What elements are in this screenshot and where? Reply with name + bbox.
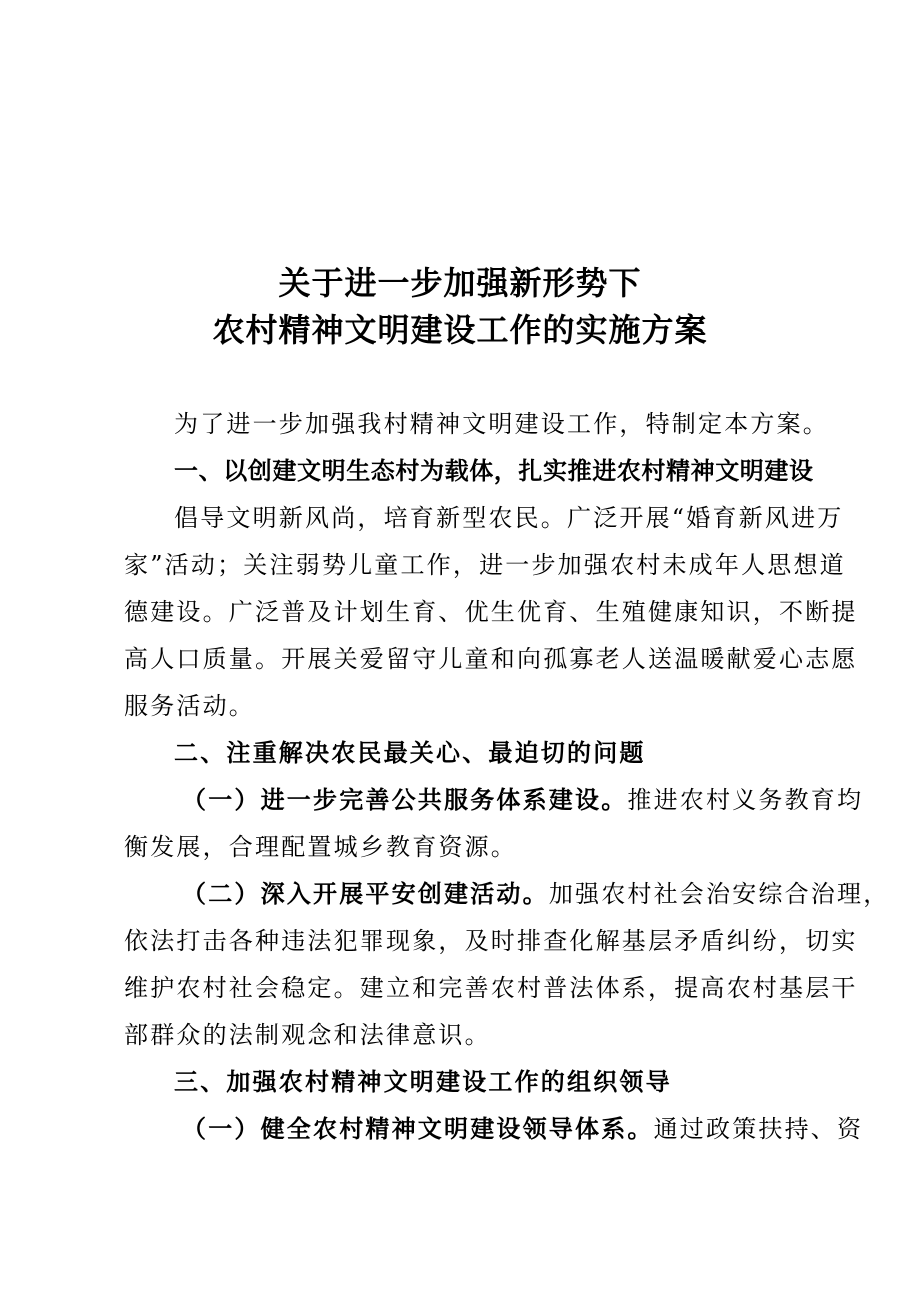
section-2-item-1-label: （一）进一步完善公共服务体系建设。 (182, 786, 628, 814)
section-1-line-1: 倡导文明新风尚，培育新型农民。广泛开展“婚育新风进万 (174, 504, 844, 532)
intro-paragraph: 为了进一步加强我村精神文明建设工作，特制定本方案。 (174, 410, 829, 438)
section-2-item-2-line-4: 部群众的法制观念和法律意识。 (124, 1021, 491, 1049)
section-1-line-3: 德建设。广泛普及计划生育、优生优育、生殖健康知识，不断提 (124, 598, 858, 626)
section-2-item-2-text: 加强农村社会治安综合治理， (548, 880, 890, 908)
section-3-item-1-line-1 (182, 1109, 864, 1149)
section-2-item-2-line-3: 维护农村社会稳定。建立和完善农村普法体系，提高农村基层干 (124, 974, 858, 1002)
section-2-heading: 二、注重解决农民最关心、最迫切的问题 (174, 739, 646, 767)
section-3-item-1-label: （一）健全农村精神文明建设领导体系。 (182, 1115, 654, 1143)
section-2-item-2-label: （二）深入开展平安创建活动。 (182, 880, 549, 908)
section-1-line-4: 高人口质量。开展关爱留守儿童和向孤寡老人送温暖献爱心志愿 (124, 645, 858, 673)
section-2-item-1-line-1 (182, 780, 864, 820)
document-title-line-2: 农村精神文明建设工作的实施方案 (212, 311, 708, 349)
section-3-item-1-text: 通过政策扶持、资 (653, 1115, 864, 1143)
section-1-heading: 一、以创建文明生态村为载体，扎实推进农村精神文明建设 (174, 457, 814, 485)
section-3-heading: 三、加强农村精神文明建设工作的组织领导 (174, 1068, 672, 1096)
section-2-item-2-line-2: 依法打击各种违法犯罪现象，及时排查化解基层矛盾纠纷，切实 (124, 927, 858, 955)
document-title-line-1: 关于进一步加强新形势下 (278, 264, 642, 302)
section-1-line-2: 家”活动；关注弱势儿童工作，进一步加强农村未成年人思想道 (124, 551, 846, 579)
section-1-line-5: 服务活动。 (124, 692, 255, 720)
section-2-item-2-line-1 (182, 874, 890, 914)
section-2-item-1-line-2: 衡发展，合理配置城乡教育资源。 (124, 833, 517, 861)
section-2-item-1-text: 推进农村义务教育均 (627, 786, 864, 814)
